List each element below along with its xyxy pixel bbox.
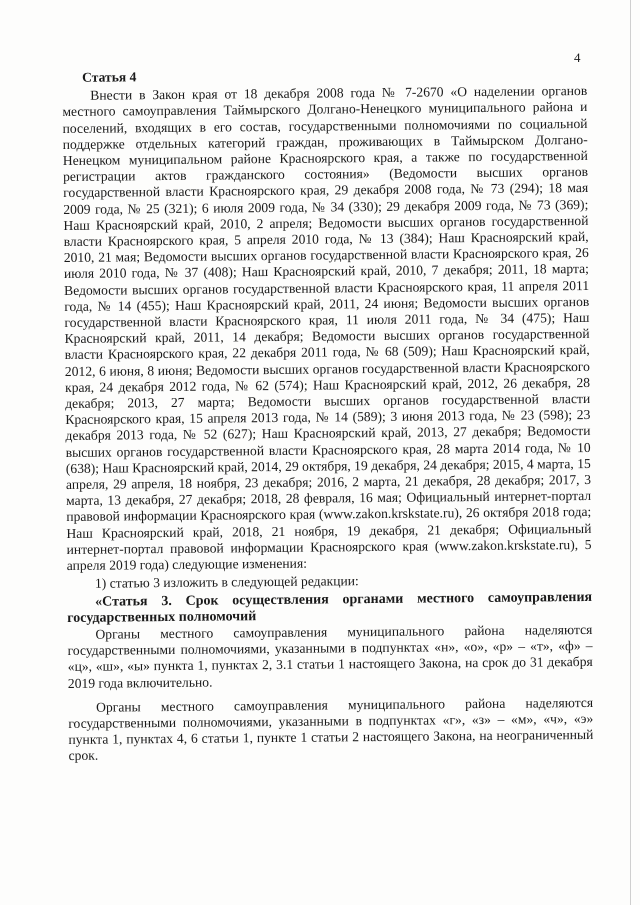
document-body bbox=[62, 65, 594, 765]
page-number: 4 bbox=[574, 50, 581, 65]
article-intro-paragraph: Внести в Закон края от 18 декабря 2008 года № 7-2670 «О наделении органов местного самоуправления Таймырского Долгано-Ненецкого муниципального района и поселений, входящих в его состав, государственными полномочиями по социальной поддержке отдельных категорий граждан, проживающих в Таймырском Долгано-Ненецком муниципальном районе Красноярского края, а также по государственной регистрации актов гражданского состояния» (Ведомости высших органов государственной власти Красноярского края, 29 декабря 2008 года, № 73 (294); 18 мая 2009 года, № 25 (321); 6 июля 2009 года, № 34 (330); 29 декабря 2009 года, № 73 (369); Наш Красноярский край, 2010, 2 апреля; Ведомости высших органов государственной власти Красноярского края, 5 апреля 2010 года, № 13 (384); Наш Красноярский край, 2010, 21 мая; Ведомости высших органов государственной власти Красноярского края, 26 июля 2010 года, № 37 (408); Наш Красноярский край, 2010, 7 декабря; 2011, 18 марта; Ведомости высших органов государственной власти Красноярского края, 11 апреля 2011 года, № 14 (455); Наш Красноярский край, 2011, 24 июня; Ведомости высших органов государственной власти Красноярского края, 11 июля 2011 года, № 34 (475); Наш Красноярский край, 2011, 14 декабря; Ведомости высших органов государственной власти Красноярского края, 22 декабря 2011 года, № 68 (509); Наш Красноярский край, 2012, 6 июня, 8 июня; Ведомости высших органов государственной власти Красноярского края, 24 декабря 2012 года, № 62 (574); Наш Красноярский край, 2012, 26 декабря, 28 декабря; 2013, 27 марта; Ведомости высших органов государственной власти Красноярского края, 15 апреля 2013 года, № 14 (589); 3 июня 2013 года, № 23 (598); 23 декабря 2013 года, № 52 (627); Наш Красноярский край, 2013, 27 декабря; Ведомости высших органов государственной власти Красноярского края, 28 марта 2014 года, № 10 (638); Наш Красноярский край, 2014, 29 октября, 19 декабря, 24 декабря; 2015, 4 марта, 15 апреля, 29 апреля, 18 ноября, 23 декабря; 2016, 2 марта, 21 декабря, 28 декабря; 2017, 3 марта, 13 декабря, 27 декабря; 2018, 28 февраля, 16 мая; Официальный интернет-портал правовой информации Красноярского края (www.zakon.krskstate.ru), 26 октября 2018 года; Наш Красноярский край, 2018, 21 ноября, 19 декабря, 21 декабря; Официальный интернет-портал правовой информации Красноярского края (www.zakon.krskstate.ru), 5 апреля 2019 года) следующие изменения: bbox=[62, 83, 592, 574]
page-edge-line bbox=[630, 0, 631, 905]
new-article-heading: «Статья 3. Срок осуществления органами местного самоуправления государственных полномочий bbox=[67, 589, 593, 626]
new-article-paragraph-2: Органы местного самоуправления муниципального района наделяются государственными полномочиями, указанными в подпунктах «г», «з» – «м», «ч», «э» пункта 1, пунктах 4, 6 статьи 1, пункте 1 статьи 2 настоящего Закона, на неограниченный срок. bbox=[68, 694, 594, 764]
amendment-item-1: 1) статью 3 изложить в следующей редакции: bbox=[94, 573, 359, 592]
article-heading: Статья 4 bbox=[81, 69, 137, 85]
new-article-paragraph-1: Органы местного самоуправления муниципального района наделяются государственными полномочиями, указанными в подпунктах «н», «о», «р» – «т», «ф» – «ц», «ш», «ы» пункта 1, пунктах 2, 3.1 статьи 1 настоящего Закона, на срок до 31 декабря 2019 года включительно. bbox=[67, 621, 593, 691]
